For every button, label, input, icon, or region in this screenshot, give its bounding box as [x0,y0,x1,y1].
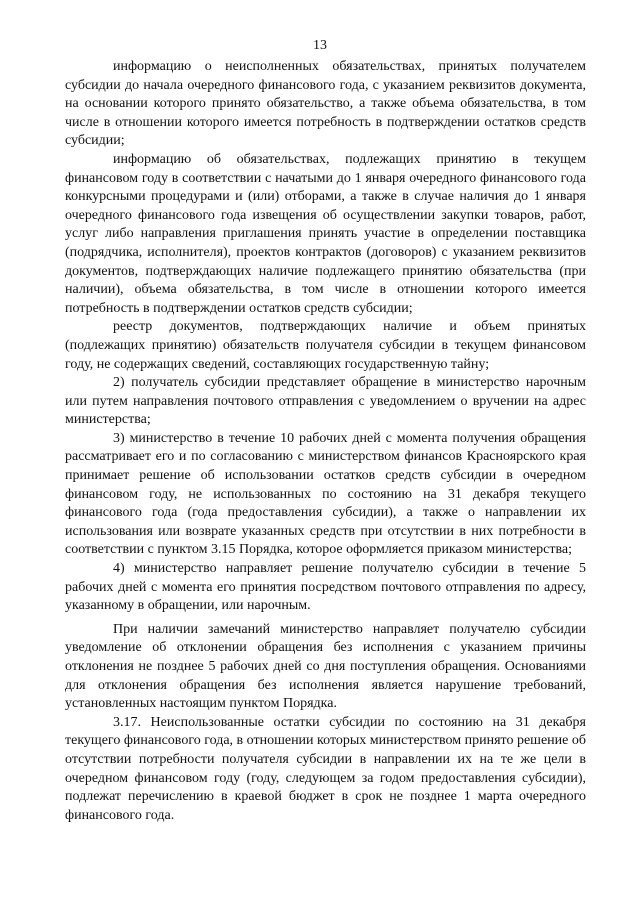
paragraph-item-4: 4) министерство направляет решение получателю субсидии в течение 5 рабочих дней с момента его принятия посредством почтового отправления по адресу, указанному в обращении, или нарочным. [65,561,586,614]
paragraph-rejection-notice: При наличии замечаний министерство направляет получателю субсидии уведомление об отклонении обращения без исполнения с указанием причины отклонения не позднее 5 рабочих дней со дня поступления обращения. Основаниями для отклонения обращения без исполнения является нарушение требований, установленных настоящим пунктом Порядка. [65,621,586,712]
document-body [65,58,586,825]
paragraph-document-register: реестр документов, подтверждающих наличие и объем принятых (подлежащих принятию) обязательств получателя субсидии в текущем финансовом году, не содержащих сведений, составляющих государственную тайну; [65,319,586,372]
page-number: 13 [313,38,327,53]
paragraph-3-17: 3.17. Неиспользованные остатки субсидии по состоянию на 31 декабря текущего финансового года, в отношении которых министерством принято решение об отсутствии потребности получателя субсидии в направлении их на те же цели в очередном финансовом году (году, следующем за годом предоставления субсидии), подлежат перечислению в краевой бюджет в срок не позднее 1 марта очередного финансового года. [65,714,586,823]
paragraph-unfulfilled-obligations: информацию о неисполненных обязательствах, принятых получателем субсидии до начала очередного финансового года, с указанием реквизитов документа, на основании которого принято обязательство, а также объема обязательства, в том числе в отношении которого имеется потребность в подтверждении остатков средств субсидии; [65,59,586,149]
paragraph-obligations-to-be-accepted: информацию об обязательствах, подлежащих принятию в текущем финансовом году в соответствии с начатыми до 1 января очередного финансового года конкурсными процедурами и (или) отборами, а также в случае наличия до 1 января очередного финансового года извещения об осуществлении закупки товаров, работ, услуг либо направления приглашения принять участие в определении поставщика (подрядчика, исполнителя), проектов контрактов (договоров) с указанием реквизитов документов, подтверждающих наличие подлежащего принятию обязательства (при наличии), объема обязательства, в том числе в отношении которого имеется потребность в подтверждении остатков средств субсидии; [65,151,586,316]
paragraph-item-2: 2) получатель субсидии представляет обращение в министерство нарочным или путем направления почтового отправления с уведомлением о вручении на адрес министерства; [65,375,586,428]
paragraph-item-3: 3) министерство в течение 10 рабочих дней с момента получения обращения рассматривает его и по согласованию с министерством финансов Красноярского края принимает решение об использовании остатков средств субсидии в очередном финансовом году, не использованных по состоянию на 31 декабря текущего финансового года (года предоставления субсидии), а также о направлении их использования или возврате указанных средств при отсутствии в них потребности в соответствии с пунктом 3.15 Порядка, которое оформляется приказом министерства; [65,430,586,558]
